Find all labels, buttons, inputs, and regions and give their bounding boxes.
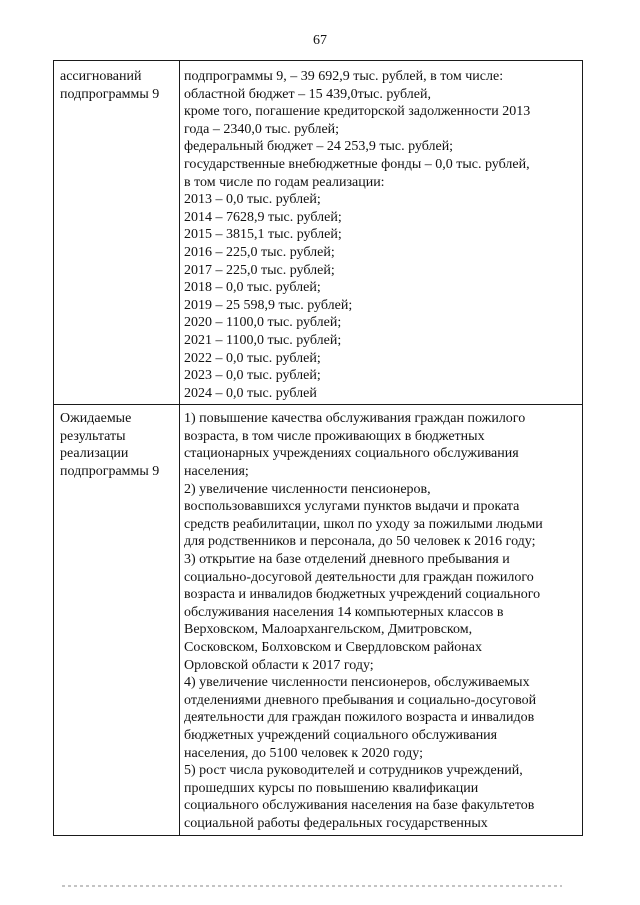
text-line: 2022 – 0,0 тыс. рублей; <box>184 350 321 366</box>
table-row-funding <box>54 61 583 405</box>
row-label-cell <box>54 61 180 405</box>
page-number: 67 <box>313 33 327 48</box>
text-line: возраста, в том числе проживающих в бюджетных <box>184 428 485 444</box>
table-row-expected-results <box>54 405 583 835</box>
text-line: населения; <box>184 464 249 480</box>
text-line: 2017 – 225,0 тыс. рублей; <box>184 262 335 278</box>
row-label-line: результаты <box>60 428 126 444</box>
text-line: воспользовавшихся услугами пунктов выдачи и проката <box>184 499 520 515</box>
text-line: Верховском, Малоархангельском, Дмитровском, <box>184 622 473 638</box>
row-label-line: подпрограммы 9 <box>60 86 160 102</box>
text-line: обслуживания населения 14 компьютерных классов в <box>184 604 504 620</box>
text-line: деятельности для граждан пожилого возраста и инвалидов <box>184 710 535 726</box>
text-line: 2013 – 0,0 тыс. рублей; <box>184 192 321 208</box>
text-line: 2014 – 7628,9 тыс. рублей; <box>184 209 342 225</box>
row-content-cell <box>180 405 583 835</box>
text-line: 2019 – 25 598,9 тыс. рублей; <box>184 297 353 313</box>
row-label-line: ассигнований <box>60 69 142 84</box>
row-label-line: подпрограммы 9 <box>60 464 160 480</box>
text-line: подпрограммы 9, – 39 692,9 тыс. рублей, в том числе: <box>184 69 504 84</box>
text-line: 3) открытие на базе отделений дневного пребывания и <box>184 552 510 568</box>
text-line: социального обслуживания населения на базе факультетов <box>184 798 535 814</box>
text-line: стационарных учреждениях социального обслуживания <box>184 446 519 462</box>
text-line: 2018 – 0,0 тыс. рублей; <box>184 280 321 296</box>
text-line: возраста и инвалидов бюджетных учреждений социального <box>184 587 541 603</box>
subprogram-passport-table <box>53 60 583 836</box>
text-line: областной бюджет – 15 439,0тыс. рублей, <box>184 86 431 102</box>
text-line: Сосковском, Болховском и Свердловском районах <box>184 640 482 655</box>
text-line: государственные внебюджетные фонды – 0,0 тыс. рублей, <box>184 156 530 172</box>
row-content-cell <box>180 61 583 405</box>
text-line: 2024 – 0,0 тыс. рублей <box>184 385 317 401</box>
text-line: 2) увеличение численности пенсионеров, <box>184 481 431 497</box>
text-line: года – 2340,0 тыс. рублей; <box>184 121 340 137</box>
text-line: 4) увеличение численности пенсионеров, обслуживаемых <box>184 675 530 691</box>
text-line: для родственников и персонала, до 50 человек к 2016 году; <box>184 534 536 550</box>
row-label-line: Ожидаемые <box>60 411 132 427</box>
text-line: 2023 – 0,0 тыс. рублей; <box>184 368 321 384</box>
text-line: отделениями дневного пребывания и социально-досуговой <box>184 692 537 708</box>
text-line: 2015 – 3815,1 тыс. рублей; <box>184 227 342 243</box>
text-line: населения, до 5100 человек к 2020 году; <box>184 745 423 761</box>
text-line: прошедших курсы по повышению квалификации <box>184 780 479 796</box>
text-line: средств реабилитации, школ по уходу за пожилыми людьми <box>184 516 543 532</box>
text-line: 1) повышение качества обслуживания граждан пожилого <box>184 411 526 427</box>
text-line: социально-досуговой деятельности для граждан пожилого <box>184 569 534 585</box>
text-line: Орловской области к 2017 году; <box>184 657 374 673</box>
text-line: бюджетных учреждений социального обслуживания <box>184 727 498 743</box>
text-line: 2020 – 1100,0 тыс. рублей; <box>184 315 342 331</box>
text-line: 2021 – 1100,0 тыс. рублей; <box>184 332 342 348</box>
text-line: в том числе по годам реализации: <box>184 174 385 190</box>
row-label-cell <box>54 405 180 835</box>
text-line: 2016 – 225,0 тыс. рублей; <box>184 244 335 260</box>
row-label-line: реализации <box>60 446 129 462</box>
text-line: социальной работы федеральных государственных <box>184 815 488 831</box>
text-line: федеральный бюджет – 24 253,9 тыс. рублей; <box>184 139 454 155</box>
text-line: кроме того, погашение кредиторской задолженности 2013 <box>184 104 531 120</box>
scan-edge-mark <box>62 885 562 887</box>
text-line: 5) рост числа руководителей и сотрудников учреждений, <box>184 763 523 779</box>
